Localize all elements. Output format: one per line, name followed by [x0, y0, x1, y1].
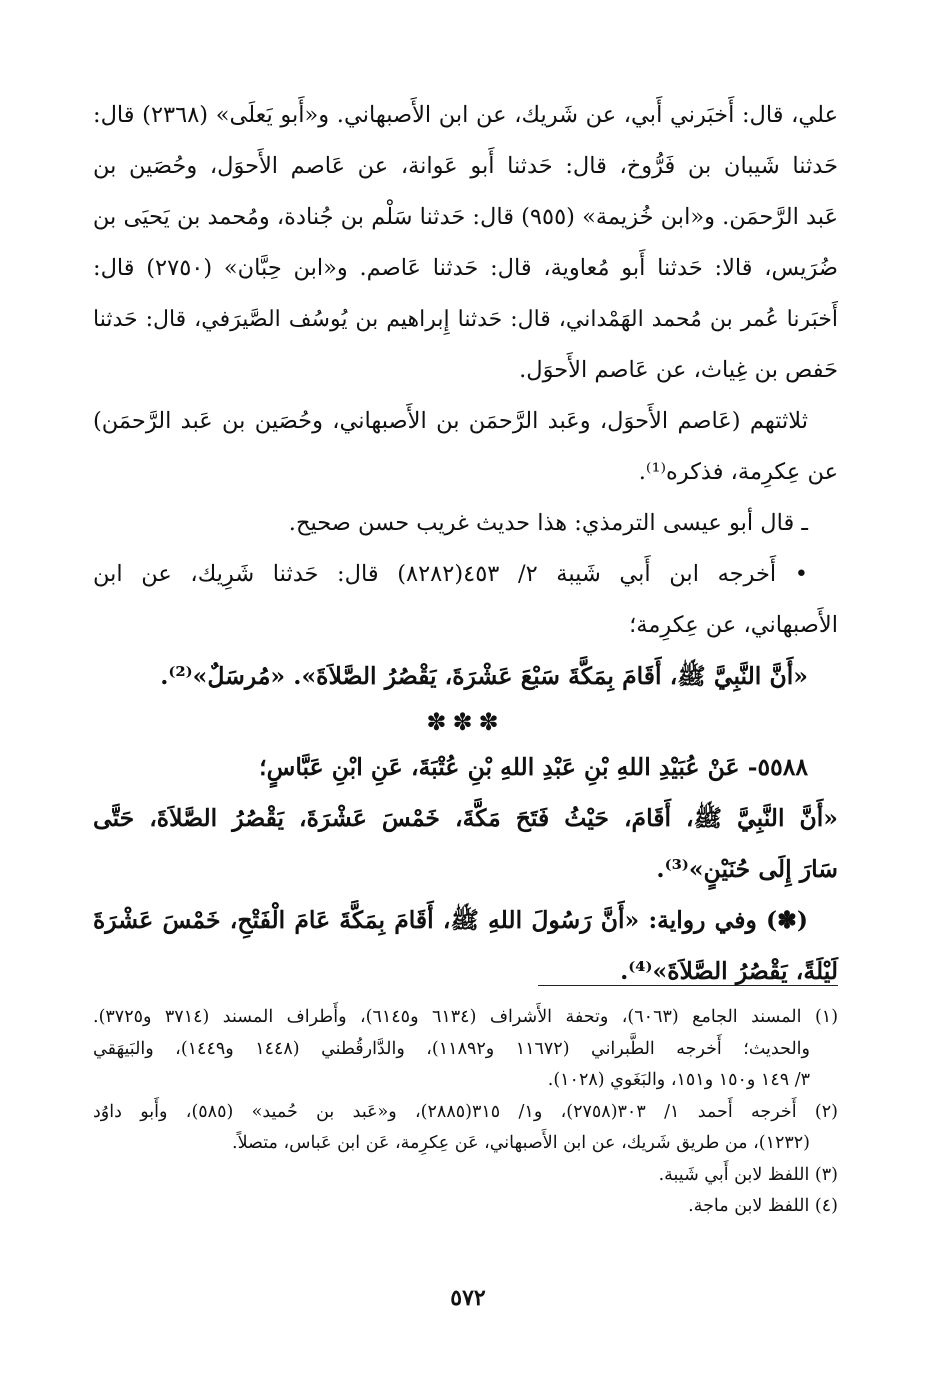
footnote-line: ٣/ ١٤٩ و١٥٠ و١٥١، والبَغَوي (١٠٢٨).: [547, 1070, 810, 1090]
text-line: ثلاثتهم (عَاصم الأَحوَل، وعَبد الرَّحمَن بن الأَصبهاني، وحُصَين بن عَبد الرَّحمَن): [93, 408, 808, 434]
footnote-line: (٣) اللفظ لابن أَبي شَيبة.: [658, 1164, 838, 1185]
text-line: الأَصبهاني، عن عِكرِمة؛: [629, 612, 838, 638]
text-line: ضُرَيس، قالا: حَدثنا أَبو مُعاوية، قال: حَدثنا عَاصم. و«ابن حِبَّان» (٢٧٥٠) قال:: [93, 255, 838, 281]
text-line: حَفص بن غِياث، عن عَاصم الأَحوَل.: [519, 357, 838, 383]
hadith-matn: «أَنَّ النَّبِيَّ ﷺ، أَقَامَ بِمَكَّةَ سَبْعَ عَشْرَةَ، يَقْصُرُ الصَّلاَةَ». «مُرسَلٌ»⁽²⁾.: [160, 662, 808, 690]
tirmidhi-grading: ـ قال أبو عيسى الترمذي: هذا حديث غريب حسن صحيح.: [288, 510, 808, 536]
footnote-separator: [538, 985, 838, 986]
section-divider: ✽✽✽: [426, 708, 505, 736]
hadith-variant: (✽) وفي رواية: «أَنَّ رَسُولَ اللهِ ﷺ، أَقَامَ بِمَكَّةَ عَامَ الْفَتْحِ، خَمْسَ عَشْرَةَ: [93, 906, 808, 934]
footnotes: [93, 1002, 838, 1223]
text-line: علي، قال: أَخبَرني أَبي، عن شَريك، عن ابن الأَصبهاني. و«أَبو يَعلَى» (٢٣٦٨) قال:: [93, 102, 838, 128]
footnote-line: والحديث؛ أَخرجه الطَّبراني (١١٦٧٢ و١١٨٩٢)، والدَّارقُطني (١٤٤٨ و١٤٤٩)، والبَيهَقي: [93, 1038, 810, 1059]
main-text: [93, 90, 838, 997]
footnote-line: (٤) اللفظ لابن ماجة.: [688, 1196, 838, 1216]
text-line: حَدثنا شَيبان بن فَرُّوخ، قال: حَدثنا أَبو عَوانة، عن عَاصم الأَحوَل، وحُصَين بن: [93, 153, 838, 179]
footnote-line: (٢) أَخرجه أَحمد ١/ ٣٠٣(٢٧٥٨)، و١/ ٣١٥(٢٨٨٥)، و«عَبد بن حُميد» (٥٨٥)، وأَبو داوُد: [93, 1101, 838, 1122]
hadith-heading: ٥٥٨٨- عَنْ عُبَيْدِ اللهِ بْنِ عَبْدِ اللهِ بْنِ عُتْبَةَ، عَنِ ابْنِ عَبَّاسٍ؛: [259, 753, 808, 781]
page-number: ٥٧٢: [450, 1285, 486, 1311]
text-line: أَخبَرنا عُمر بن مُحمد الهَمْداني، قال: حَدثنا إِبراهيم بن يُوسُف الصَّيرَفي، قال: حَدثنا: [93, 307, 838, 332]
text-line: عن عِكرِمة، فذكره⁽¹⁾.: [638, 459, 838, 485]
hadith-matn: «أَنَّ النَّبِيَّ ﷺ، أَقَامَ، حَيْثُ فَتَحَ مَكَّةَ، خَمْسَ عَشْرَةَ، يَقْصُرُ الصَّلاَةَ، حَتَّى: [93, 804, 838, 832]
footnote-line: (١) المسند الجامع (٦٠٦٣)، وتحفة الأَشراف (٦١٣٤ و٦١٤٥)، وأَطراف المسند (٣٧١٤ و٣٧٢٥).: [93, 1007, 839, 1027]
hadith-matn: سَارَ إِلَى حُنَيْنٍ»⁽³⁾.: [656, 855, 838, 883]
footnote-line: (١٢٣٢)، من طريق شَريك، عن ابن الأَصبهاني، عَن عِكرِمة، عَن ابن عَباس، متصلاً.: [232, 1133, 810, 1153]
text-line: عَبد الرَّحمَن. و«ابن خُزيمة» (٩٥٥) قال: حَدثنا سَلْم بن جُنادة، ومُحمد بن يَحيَى بن: [92, 204, 838, 230]
text-line: • أَخرجه ابن أَبي شَيبة ٢/ ٤٥٣(٨٢٨٢) قال: حَدثنا شَرِيك، عن ابن: [93, 561, 809, 587]
hadith-variant: لَيْلَةً، يَقْصُرُ الصَّلاَةَ»⁽⁴⁾.: [620, 957, 838, 985]
